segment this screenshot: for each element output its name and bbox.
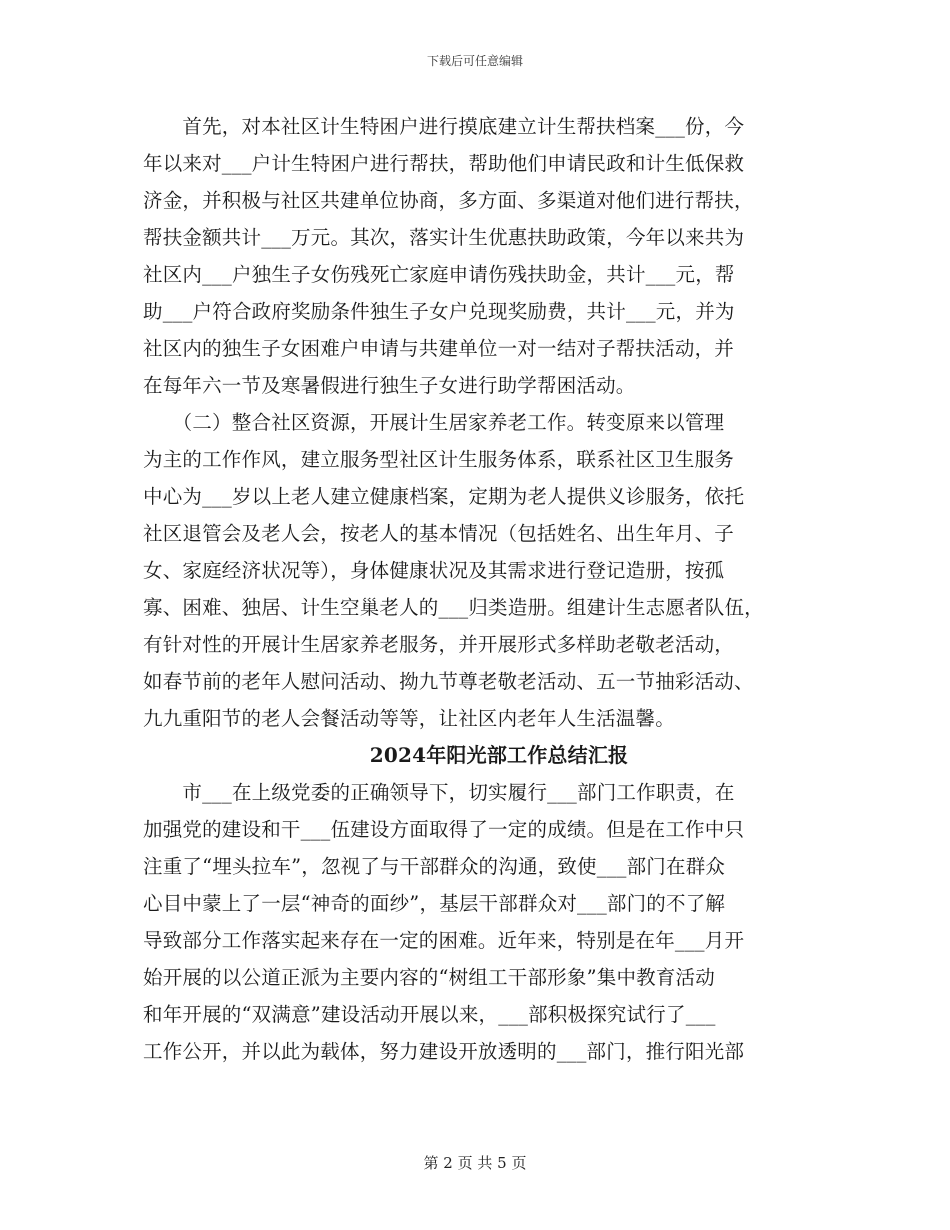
paragraph-line: 心目中蒙上了一层“神奇的面纱”，基层干部群众对___部门的不了解 (143, 892, 726, 915)
page-header-note: 下载后可任意编辑 (426, 54, 523, 68)
section-title: 2024年阳光部工作总结汇报 (369, 743, 629, 767)
page-number: 第 2 页 共 5 页 (423, 1154, 527, 1172)
paragraph-line: 导致部分工作落实起来存在一定的困难。近年来，特别是在年___月开 (143, 929, 745, 952)
paragraph-line: 寡、困难、独居、计生空巢老人的___归类造册。组建计生志愿者队伍， (143, 596, 764, 619)
paragraph-line: 助___户符合政府奖励条件独生子女户兑现奖励费，共计___元，并为 (143, 300, 735, 323)
paragraph-line: 和年开展的“双满意”建设活动开展以来，___部积极探究试行了___ (143, 1003, 716, 1026)
document-body (143, 108, 811, 1070)
paragraph-line: 始开展的以公道正派为主要内容的“树组工干部形象”集中教育活动 (143, 966, 715, 989)
paragraph-line: 九九重阳节的老人会餐活动等等，让社区内老年人生活温馨。 (143, 707, 675, 730)
paragraph-line: （二）整合社区资源，开展计生居家养老工作。转变原来以管理 (143, 411, 725, 434)
paragraph-line: 如春节前的老年人慰问活动、拗九节尊老敬老活动、五一节抽彩活动、 (143, 670, 754, 693)
paragraph-line: 帮扶金额共计___万元。其次，落实计生优惠扶助政策，今年以来共为 (143, 226, 745, 249)
paragraph-line: 有针对性的开展计生居家养老服务，并开展形式多样助老敬老活动， (143, 633, 735, 656)
paragraph-line: 女、家庭经济状况等），身体健康状况及其需求进行登记造册，按孤 (143, 559, 725, 582)
paragraph-line: 在每年六一节及寒暑假进行独生子女进行助学帮困活动。 (143, 374, 636, 397)
paragraph-line: 社区内的独生子女困难户申请与共建单位一对一结对子帮扶活动，并 (143, 337, 735, 360)
paragraph-line: 工作公开，并以此为载体，努力建设开放透明的___部门，推行阳光部 (143, 1040, 745, 1063)
paragraph-line: 市___在上级党委的正确领导下，切实履行___部门工作职责，在 (143, 781, 735, 804)
paragraph-line: 加强党的建设和干___伍建设方面取得了一定的成绩。但是在工作中只 (143, 818, 745, 841)
paragraph-line: 社区内___户独生子女伤残死亡家庭申请伤残扶助金，共计___元，帮 (143, 263, 735, 286)
paragraph-line: 注重了“埋头拉车”，忽视了与干部群众的沟通，致使___部门在群众 (143, 855, 726, 878)
paragraph-line: 济金，并积极与社区共建单位协商，多方面、多渠道对他们进行帮扶， (143, 189, 754, 212)
paragraph-line: 中心为___岁以上老人建立健康档案，定期为老人提供义诊服务，依托 (143, 485, 745, 508)
paragraph-line: 社区退管会及老人会，按老人的基本情况（包括姓名、出生年月、子 (143, 522, 735, 545)
paragraph-line: 首先，对本社区计生特困户进行摸底建立计生帮扶档案___份，今 (143, 115, 745, 138)
paragraph-line: 为主的工作作风，建立服务型社区计生服务体系，联系社区卫生服务 (143, 448, 735, 471)
paragraph-line: 年以来对___户计生特困户进行帮扶，帮助他们申请民政和计生低保救 (143, 152, 745, 175)
